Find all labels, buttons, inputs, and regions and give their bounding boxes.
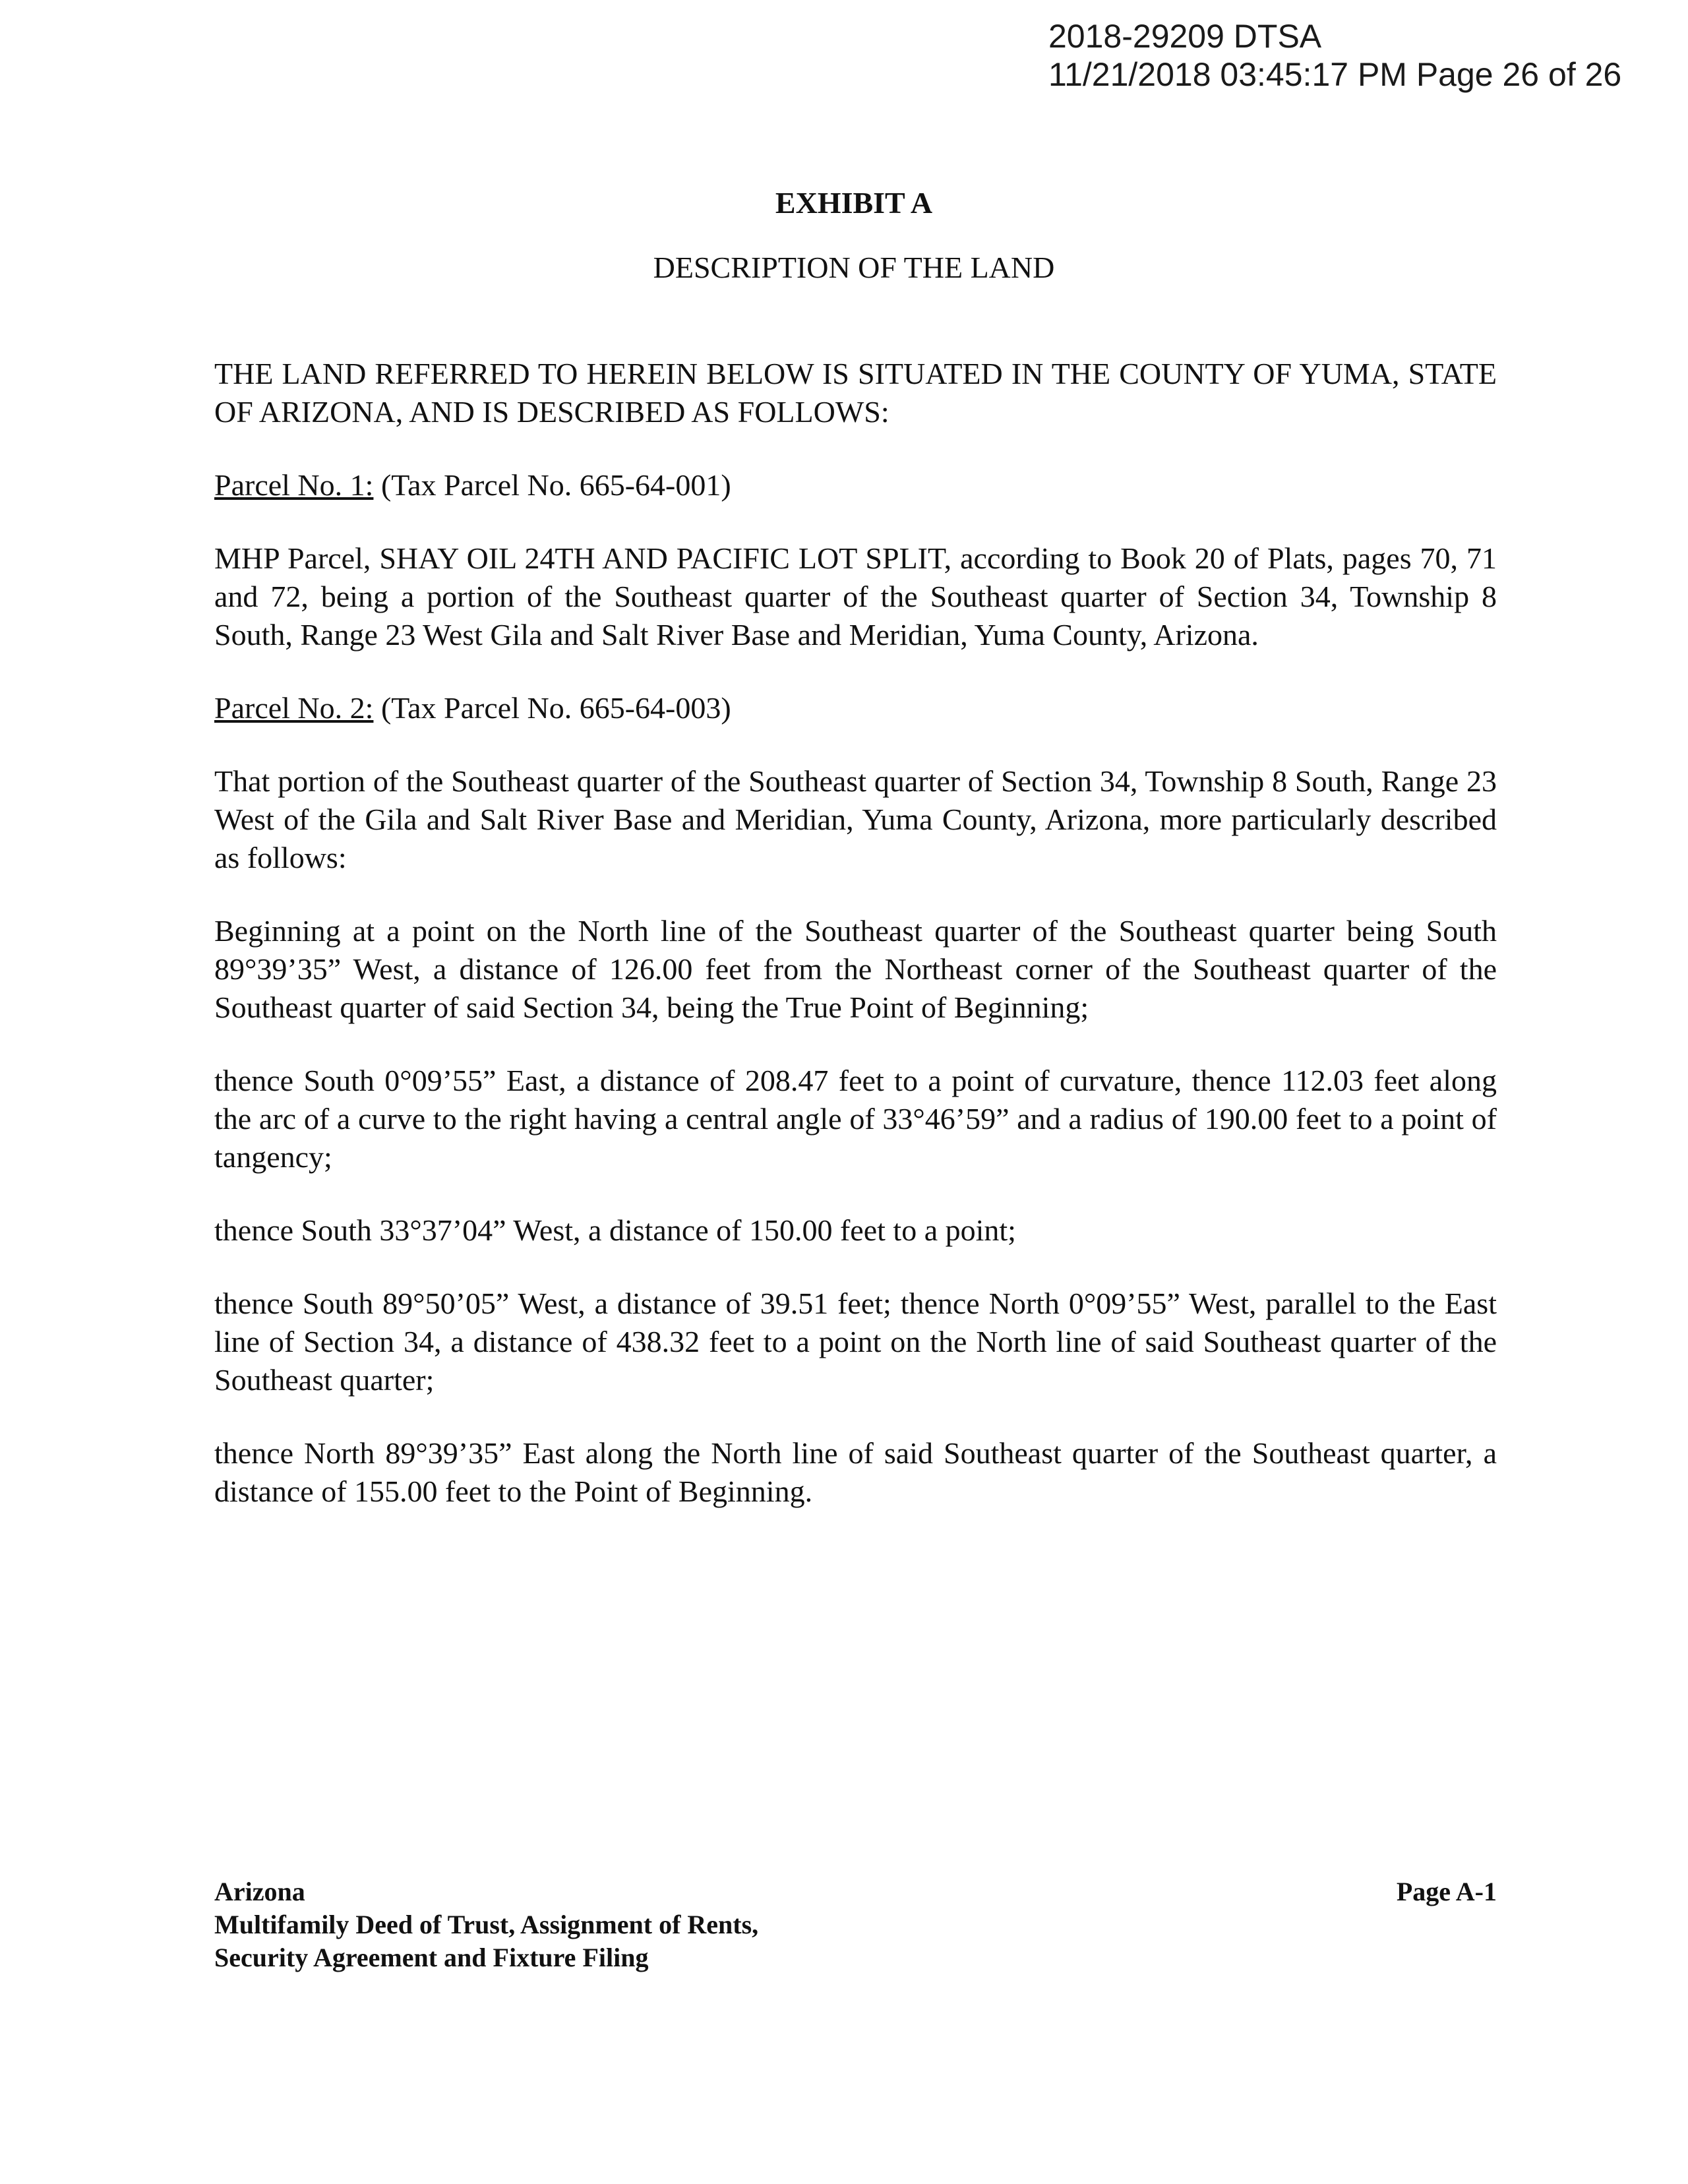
parcel-1-label: Parcel No. 1: (214, 468, 374, 502)
footer-title-line: Security Agreement and Fixture Filing (214, 1943, 649, 1972)
parcel-2-heading (214, 689, 1497, 727)
parcel-1-description: MHP Parcel, SHAY OIL 24TH AND PACIFIC LOT SPLIT, according to Book 20 of Plats, pages 70, 71 and 72, being a portion of the Southeast quarter of the Southeast quarter of Section 34, Township 8 South, Range 23 West Gila and Salt River Base and Meridian, Yuma County, Arizona. (214, 541, 1497, 652)
page-subtitle: DESCRIPTION OF THE LAND (653, 251, 1055, 284)
intro-paragraph: THE LAND REFERRED TO HEREIN BELOW IS SITUATED IN THE COUNTY OF YUMA, STATE OF ARIZONA, AND IS DESCRIBED AS FOLLOWS: (214, 357, 1497, 429)
parcel-1-heading (214, 466, 1497, 504)
course-paragraph: thence South 89°50’05” West, a distance of 39.51 feet; thence North 0°09’55” West, parallel to the East line of Section 34, a distance of 438.32 feet to a point on the North line of said Southeast quarter of the Southeast quarter; (214, 1287, 1497, 1397)
page-title: EXHIBIT A (775, 186, 933, 220)
parcel-2-tax-number: (Tax Parcel No. 665-64-003) (373, 691, 731, 725)
parcel-2-description: That portion of the Southeast quarter of the Southeast quarter of Section 34, Township 8 South, Range 23 West of the Gila and Salt River Base and Meridian, Yuma County, Arizona, more particularly described as follows: (214, 764, 1497, 874)
course-paragraph: thence South 33°37’04” West, a distance of 150.00 feet to a point; (214, 1213, 1016, 1247)
recording-stamp (1048, 17, 1621, 94)
parcel-2-label: Parcel No. 2: (214, 691, 374, 725)
page-number: Page A-1 (1396, 1877, 1497, 1906)
course-paragraph: thence South 0°09’55” East, a distance of 208.47 feet to a point of curvature, thence 112.03 feet along the arc of a curve to the right having a central angle of 33°46’59” and a radius of 190.00 feet to a point of tangency; (214, 1064, 1497, 1174)
course-paragraph: Beginning at a point on the North line of the Southeast quarter of the Southeast quarter being South 89°39’35” West, a distance of 126.00 feet from the Northeast corner of the Southeast quarter of the Southeast quarter of said Section 34, being the True Point of Beginning; (214, 914, 1497, 1024)
footer-document-title (214, 1875, 758, 1974)
course-paragraph: thence North 89°39’35” East along the North line of said Southeast quarter of the Southeast quarter, a distance of 155.00 feet to the Point of Beginning. (214, 1436, 1497, 1508)
recording-date-page: 11/21/2018 03:45:17 PM Page 26 of 26 (1048, 56, 1622, 93)
footer-state: Arizona (214, 1877, 305, 1906)
recording-number: 2018-29209 DTSA (1048, 18, 1322, 55)
document-body (214, 355, 1497, 1546)
footer-title-line: Multifamily Deed of Trust, Assignment of Rents, (214, 1910, 759, 1939)
parcel-1-tax-number: (Tax Parcel No. 665-64-001) (373, 468, 731, 502)
